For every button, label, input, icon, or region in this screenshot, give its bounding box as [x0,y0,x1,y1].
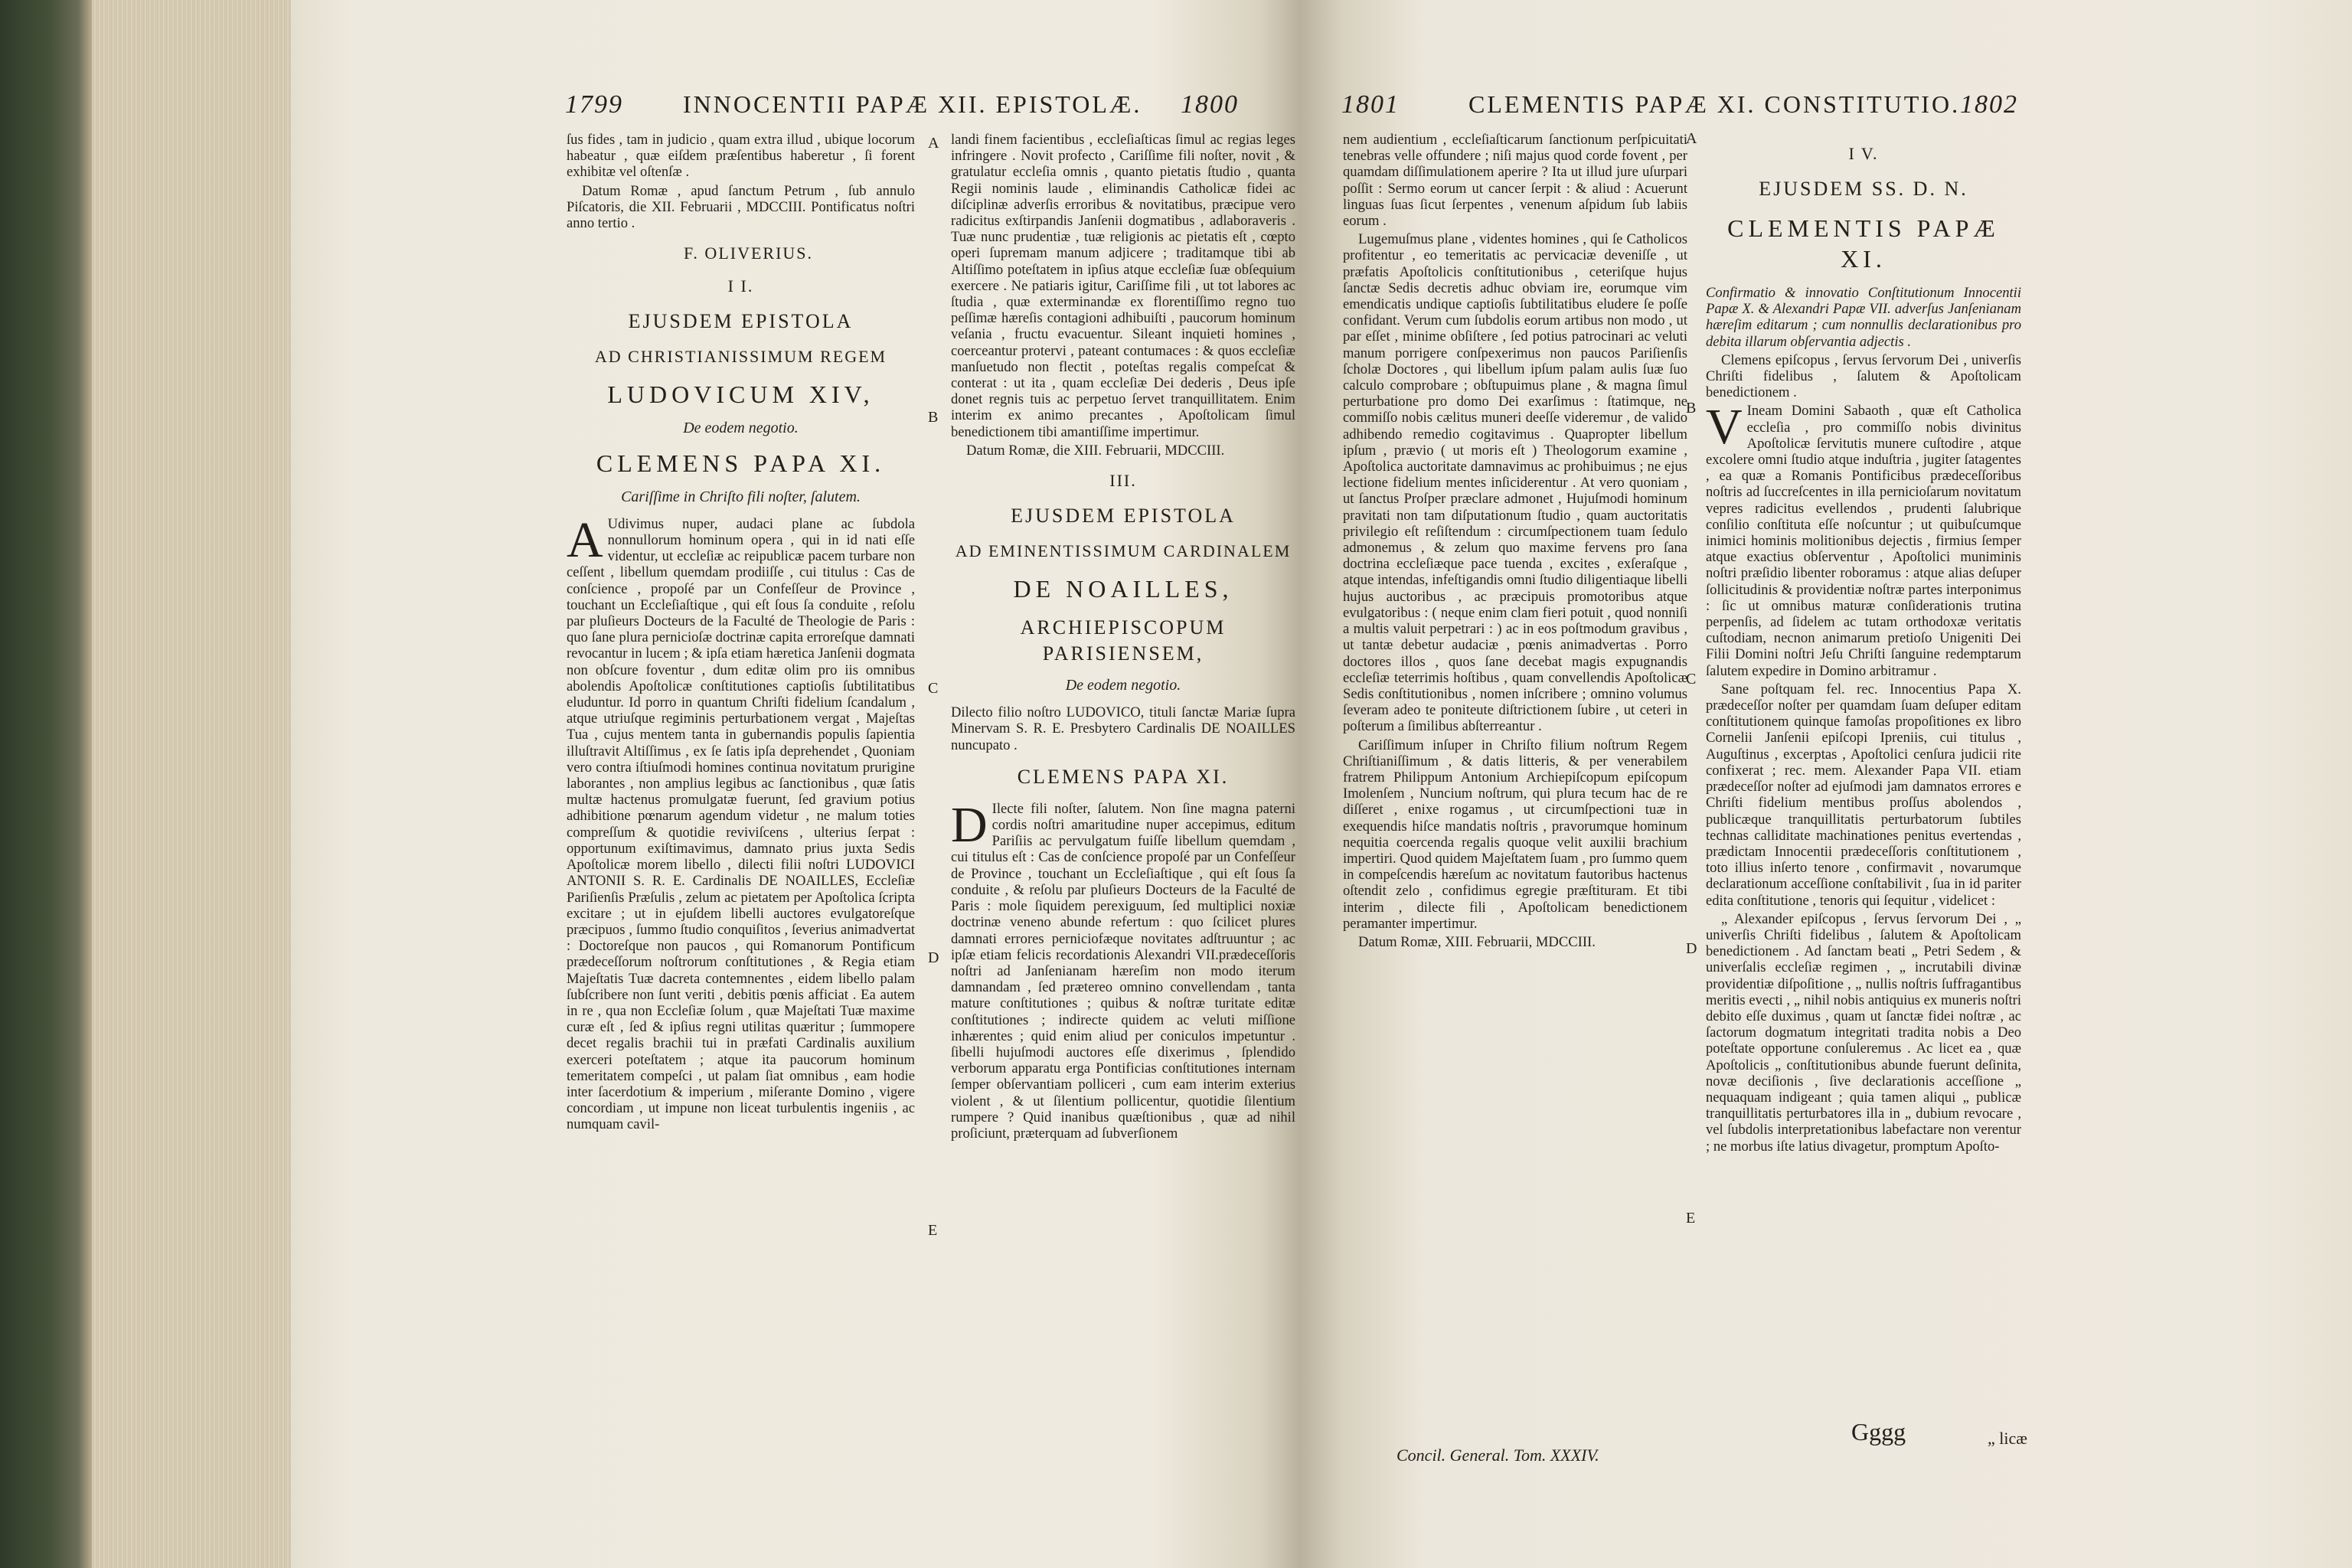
section-heading: De eodem negotio. [1065,677,1181,694]
right-page-number-2: 1802 [1960,90,2018,119]
page-stack-edge [92,0,291,1568]
margin-letter: E [1686,1210,1696,1227]
section-heading: CLEMENS PAPA XI. [596,449,886,477]
section-heading: DE NOAILLES, [1013,575,1233,603]
left-page [291,0,1300,1568]
paragraph: Datum Romæ, XIII. Februarii, MDCCIII. [1358,933,1596,950]
drop-cap: A [567,511,603,568]
right-page [1300,0,2352,1568]
paragraph: Confirmatio & innovatio Conſtitutionum Innocentii Papæ X. & Alexandri Papæ VII. adverſus Janſenianam hæreſim editarum ; cum nonnullis declarationibus pro debita illarum obſervantia adjectis . [1706,285,2021,350]
left-column-2 [951,132,1295,1502]
signatory: F. OLIVERIUS. [683,243,814,263]
book-cover-edge [0,0,92,1568]
paragraph: „ Alexander epiſcopus , ſervus ſervorum Dei , „ univerſis Chriſti fidelibus , ſalutem & Apoſtolicam benedictionem . Ad ſanctam beati „ Petri Sedem , & univerſalis eccleſiæ regimen , „ incrutabili divinæ providentiæ diſpoſitione , „ nullis noſtris ſuffragantibus meritis evecti , „ nihil nobis antiquius ex muneris noſtri debito eſſe duximus , quam ut ſanctæ fidei noſtræ , ac ſactorum dogmatum integritati tradita nobis a Deo poteſtate opportune conſuleremus . Ac licet ea , quæ Apoſtolicis „ conſtitutionibus abunde fuerunt deſinita, novæ deciſionis , ſive declarationis acceſſione „ nequaquam indigeant ; quia tamen aliqui „ publicæ tranquillitatis perturbatores illa in „ dubium revocare , vel ſubdolis interpretationibus labefactare non verentur ; ne morbus iſte latius divagetur, promptum Apoſto- [1706,910,2021,1155]
section-heading: De eodem negotio. [683,420,799,437]
paragraph: landi finem facientibus , eccleſiaſticas ſimul ac regias leges infringere . Novit profecto , Cariſſime fili noſter, novit , & gratulatur eccleſia omnis , quanto pietatis ſtudio , quanta Regii nominis laude , eliminandis Catholicæ fidei ac diſciplinæ adverſis erroribus & novitatibus, præcipue vero radicitus exſtirpandis Janſenii dogmatibus , adlaboraveris . Tuæ nunc prudentiæ , tuæ religionis ac pietatis eſt , cœpto operi ſupremam manum adjicere ; traditamque tibi ab Altiſſimo poteſtatem in ipſius atque eccleſiæ ſuæ obſequium exercere . Ne patiaris igitur, Cariſſime fili , ut tot labores ac ſtudia , quæ exterminandæ ex florentiſſimo regno tuo peſſimæ hæreſis contagioni adhibuiſti , paucorum hominum veſania , fructu evacuentur. Sileant inquieti homines , coerceantur protervi , pateant contumaces : & quos eccleſiæ manſuetudo non flectit , poteſtas regalis compeſcat & conterat : ut ita , quam eccleſiæ Dei dederis , Deus ipſe donet regnis tuis ac perpetuo ſervet tranquillitatem. Enim interim ex animo precantes , Apoſtolicam ſimul benedictionem tibi amantiſſime impertimur. [951,132,1295,440]
section-heading: EJUSDEM EPISTOLA [628,310,854,333]
section-heading: CLEMENS PAPA XI. [1017,765,1230,788]
margin-letter: C [1686,671,1697,688]
section-heading: AD CHRISTIANISSIMUM REGEM [594,347,887,367]
paragraph-text: Udivimus nuper, audaci plane ac ſubdola nonnullorum hominum opera , qui in id nati eſſe videntur, ut eccleſiæ ac reipublicæ pacem turbare non ceſſent , libellum quemdam prodiiſſe , cui titulus : Cas de conſcience , propoſé par un Confeſſeur de Province , touchant un Eccleſiaſtique , qui eſt ſous ſa conduite , reſolu par pluſieurs Docteurs de la Faculté de Theologie de Paris : quo ſane plura pernicioſæ doctrinæ capita erroreſque damnati revocantur in lucem ; & ipſa etiam hæretica Janſenii dogmata non obſcure foventur , dum editæ olim pro iis omnibus abolendis Apoſtolicæ conſtitutiones captioſis ſubtilitatibus eluduntur. Id porro in quantum Chriſti fidelium ſcandalum , atque utriuſque regiminis perturbationem vergat , Majeſtas Tua , cujus mentem tanta in gubernandis populis ſapientia illuſtravit Altiſſimus , ex ſe ſatis ipſa deprehendet , Quoniam vero contra iſtiuſmodi homines continua novitatum prurigine laborantes , non amplius legibus ac ſanctionibus , quæ ſatis multæ hactenus promulgatæ fuerunt, ſed gravium potius adhibitione pœnarum agendum videtur , ne malum toties compreſſum & quotidie reviviſcens , ulterius ſerpat : opportunum exiſtimavimus, damnato prius juxta Sedis Apoſtolicæ morem libello , dilecti filii noſtri LUDOVICI ANTONII S. R. E. Cardinalis DE NOAILLES, Eccleſiæ Pariſienſis Præſulis , zelum ac pietatem per Apoſtolica ſcripta excitare ; ut in ejuſdem libelli auctores evulgatoreſque præcipuos , ſummo ſtudio conquiſitos , ſeverius animadvertat : Doctoreſque non paucos , qui Romanorum Pontificum prædeceſſorum noſtrorum conſtitutiones , & Regia etiam Majeſtatis Tuæ dacreta contemnentes , eidem libello palam ſubſcribere non ſunt veriti , debitis pœnis afficiat . Ea autem in re , qua non Eccleſiæ ſolum , quæ Majeſtati Tuæ maxime curæ eſt , ſed & ipſius regni utilitas quæritur ; ſummopere decet regalis brachii tui in præfati Cardinalis auxilium exerceri poteſtatem ; atque ita paucorum hominum temeritatem compeſci , ut palam ſiat omnibus , eam hodie inter ſacerdotium & imperium , miſerante Domino , vigere concordiam , ut impune non liceat turbulentis ingeniis , ac numquam cavil- [567,515,915,1133]
drop-cap: D [951,796,988,853]
right-running-head [1300,90,2352,129]
paragraph: Cariſſimum inſuper in Chriſto filium noſtrum Regem Chriſtianiſſimum , & datis litteris, & per venerabilem fratrem Philippum Antonium Archiepiſcopum epiſcopum Imolenſem , Nuncium noſtrum, qui plura tecum hac de re diſſeret , enixe rogamus , ut circumſpectioni tuæ in exequendis hiſce mandatis noſtris , pravorumque hominum nequitia coercenda regalis quoque velit auxilii brachium impertiri. Quod quidem Majeſtatem ſuam , pro ſummo quem in compeſcendis hæreſum ac novitatum fautoribus hactenus oſtendit zelo , confidimus egregie præſtituram. Et tibi interim , dilecte fili , Apoſtolicam benedictionem peramanter impertimur. [1343,737,1687,932]
paragraph: Lugemuſmus plane , videntes homines , qui ſe Catholicos profitentur , eo temeritatis ac pervicaciæ deveniſſe , ut præfatis Apoſtolicis conſtitutionibus , ceteriſque hujus ſanctæ Sedis decretis adhuc obviam ire, eorumque vim emendicatis undique captioſis ſubtilitatibus eludere ſe poſſe confidant. Verum cum ſubdolis eorum artibus non modo , ut par eſſet , minime obſiſtere , ſed potius patrocinari ac veluti manum porrigere conſpexerimus non paucos Pariſienſis ſcholæ Doctores , qui libellum ipſum palam aulis ſuæ ſuo calculo comprobare ; obſtupuimus plane , & magna ſimul perturbatione pro domo Dei exarſimus : ſtatimque, ne commiſſo nobis cælitus muneri deeſſe videremur , de valido adhibendo remedio cogitavimus . Quapropter libellum ipſum , prævio ( ut moris eſt ) Theologorum examine , Apoſtolica auctoritate damnavimus ac prohibuimus ; ne ejus lectione fidelium mentes inſiciderentur . At vero quoniam , ut ſanctus Proſper præclare admonet , Hujuſmodi hominum pravitati non tam diſputationum ſtudio , quam auctoritatis privilegio eſt reſiſtendum : circumſpectionem tuam ſedulo admonemus , & zelum quo maxime fervens pro ſana doctrina eccleſiæque pace tuenda , excites , exſeraſque , atque intendas, infeſtigandis omni ſtudio diligentiaque libelli hujus auctoribus , ac præcipuis promotoribus atque evulgatoribus : ( neque enim clam fieri potuit , quod nonniſi a multis valuit perpetrari : ) ac in eos poſtmodum gravibus , ut tantæ debetur audaciæ , pœnis animadvertas . Porro doctores illos , quos ſane decebat magis expugnandis eccleſiæ teterrimis hoſtibus , quam convellendis Apoſtolicæ Sedis conſtitutionibus , nomen inſcribere ; omnino volumus ſeveram adeo te poniteute diſtrictionem ſubire , ut ceteri in poſterum a ſimilibus abſterreantur . [1343,231,1687,735]
section-heading: I V. [1848,144,1879,163]
left-running-title: INNOCENTII PAPÆ XII. EPISTOLÆ. [683,90,1142,118]
paragraph: Clemens epiſcopus , ſervus ſervorum Dei , univerſis Chriſti fidelibus , ſalutem & Apoſtolicam benedictionem . [1706,351,2021,401]
paragraph [567,511,915,1133]
margin-letter: E [928,1222,938,1239]
margin-letter: B [1686,400,1697,416]
right-running-title: CLEMENTIS PAPÆ XI. CONSTITUTIO. [1468,90,1961,118]
section-heading: EJUSDEM SS. D. N. [1759,178,1968,200]
margin-letter: C [928,680,939,697]
footer-volume: Concil. General. Tom. XXXIV. [1396,1446,1599,1465]
paragraph [1706,399,2021,679]
right-page-number-1: 1801 [1341,90,1400,119]
signature-mark: Gggg [1851,1418,1906,1446]
catchword: „ licæ [1988,1429,2027,1448]
margin-letter: A [1686,130,1697,147]
margin-letter: B [928,409,939,426]
paragraph: Datum Romæ, die XIII. Februarii, MDCCIII. [966,442,1225,459]
section-heading: CLEMENTIS PAPÆ XI. [1727,214,2000,273]
margin-letter: D [928,949,939,966]
paragraph [951,796,1295,1142]
section-heading: AD EMINENTISSIMUM CARDINALEM [955,541,1292,561]
section-heading: LUDOVICUM XIV, [607,381,874,409]
left-page-number-1: 1799 [565,90,623,119]
section-heading: III. [1109,471,1137,491]
left-running-head [291,90,1300,129]
paragraph-text: Ilecte fili noſter, ſalutem. Non ſine magna paterni cordis noſtri amaritudine nuper accepimus, editum Pariſiis ac pervulgatum fuiſſe libellum quemdam , cui titulus eſt : Cas de conſcience propoſé par un Confeſſeur de Province , touchant un Eccleſiaſtique , qui eſt ſous ſa conduite , & reſolu par pluſieurs Docteurs de la Faculté de Paris : mole ſiquidem perexiguum, ſed multiplici noxiæ doctrinæ veneno abunde refertum : quo ſcilicet plures damnati errores perniciofæque novitates adſtruuntur ; ac ipſæ etiam felicis recordationis Alexandri VII.prædeceſſoris noſtri ad Janſenianam hæreſim non modo iterum damnandam , ſed prætereo omnino convellendam , tanta mature conſtitutiones ; quibus & noſtræ turitate editæ conſtitutiones ; indirecte quidem ac veluti miſſione inhærentes ; quid enim aliud per coniculos impetuntur . ſibelli hujuſmodi auctores eſſe dixerimus , ſplendido verborum apparatu erga Pontificias conſtitutiones internam ſemper obſervantiam polliceri , cum eam interim exterius violent , & ut ſilentium pollicentur, quotidie ſilentium rumpere ? Quid inanibus quæſtionibus , quæ ad nihil proſiciunt, præterquam ad ſubverſionem [951,800,1295,1142]
paragraph: Datum Romæ , apud ſanctum Petrum , ſub annulo Piſcatoris, die XII. Februarii , MDCCIII. Pontificatus noſtri anno tertio . [567,182,915,232]
left-page-number-2: 1800 [1181,90,1239,119]
drop-cap: V [1706,399,1743,456]
paragraph: nem audientium , eccleſiaſticarum ſanctionum perſpicuitati tenebras velle offundere ; niſi majus quod corde fovent , per quamdam diſſimulationem aperire ? Ita ut illud jure uſurpari poſſit : Sermo eorum ut cancer ſerpit : & aliud : Acuerunt linguas ſuas ſicut ſerpentes , venenum aſpidum ſub labiis eorum . [1343,132,1687,230]
right-column-1 [1343,132,1687,1441]
left-column-1 [567,132,915,1502]
section-heading: EJUSDEM EPISTOLA [1011,505,1236,528]
paragraph: Sane poſtquam fel. rec. Innocentius Papa X. prædeceſſor noſter per quamdam ſuam deſuper editam conſtitutionem quinque famoſas propoſitiones ex libro Cornelii Janſenii epiſcopi Ipreniis, cui titulus , Auguſtinus , excerptas , Apoſtolici cenſura judicii rite confixerat ; rec. mem. Alexander Papa VII. etiam prædeceſſor noſter ad ejuſmodi jam damnatos errores e Chriſti fidelium mentibus proſſus abolendos , publicæque tranquillitatis perturbatorum ſubtiles technas calliditate machinationes penitus evertendas , prædictam Innocentii prædeceſſoris conſtitutionem , toto illius inſerto tenore , confirmavit , novarumque declarationum acceſſione conſtabilivit , ſua in id pariter edita conſtitutione , tenoris qui ſequitur , videlicet : [1706,681,2021,909]
paragraph: Dilecto filio noſtro LUDOVICO, tituli ſanctæ Mariæ ſupra Minervam S. R. E. Presbytero Cardinalis DE NOAILLES nuncupato . [951,704,1295,753]
section-heading: ARCHIEPISCOPUM PARISIENSEM, [1020,616,1227,665]
margin-letter: D [1686,940,1697,957]
paragraph-text: Ineam Domini Sabaoth , quæ eſt Catholica eccleſia , pro commiſſo nobis divinitus Apoſtolicæ ſervitutis munere cuſtodire , atque excolere omni ſtudio atque induſtria , jugiter ſatagentes , ea quæ a Romanis Pontificibus prædeceſſoribus noſtris ad ſuccreſcentes in illa pernicioſarum novitatum vepres radicitus evellendos , prudenti ſalubrique conſilio conſtituta eſſe noſcuntur ; ut quibuſcumque inimici hominis molitionibus dejectis , firmius ſemper atque exactius obſerventur , Apoſtolici muniminis noſtri præſidio libenter roboramus : atque alias deſuper ſollicitudinis & providentiæ noſtræ partes interponimus : ſic ut omnibus maturæ conſiderationis trutina perpenſis, ad ſidelem ac tutam orthodoxæ veritatis cuſtodiam, necnon animarum pretioſo Unigeniti Dei Filii Domini noſtri Jeſu Chriſti ſanguine redemptarum ſalutem expedire in Domino arbitramur . [1706,403,2021,679]
margin-letter: A [928,135,939,152]
paragraph: ſus fides , tam in judicio , quam extra illud , ubique locorum habeatur , quæ eiſdem præſentibus haberetur , ſi forent exhibitæ vel oſtenſæ . [567,132,915,181]
section-heading: I I. [727,276,754,296]
right-column-2 [1706,132,2021,1449]
section-heading: Cariſſime in Chriſto fili noſter, ſalutem. [621,488,861,505]
